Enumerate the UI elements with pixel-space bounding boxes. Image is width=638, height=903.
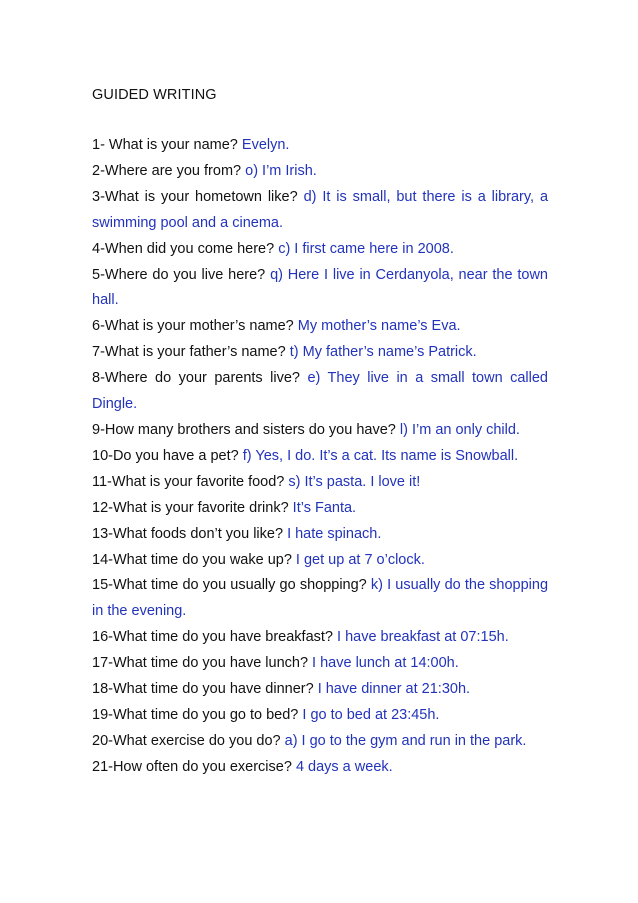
qa-item-17 — [92, 651, 548, 677]
question-text: 5-Where do you live here? — [92, 266, 266, 283]
qa-item-4 — [92, 237, 548, 263]
answer-text: I have breakfast at 07:15h. — [337, 629, 509, 646]
question-text: 14-What time do you wake up? — [92, 551, 292, 568]
qa-item-6 — [92, 314, 548, 340]
qa-item-12 — [92, 496, 548, 522]
answer-text: I hate spinach. — [287, 525, 382, 542]
question-text: 17-What time do you have lunch? — [92, 655, 309, 672]
answer-text: I have lunch at 14:00h. — [312, 655, 459, 672]
answer-text: c) I first came here in 2008. — [278, 240, 454, 257]
answer-text: I get up at 7 o’clock. — [295, 551, 425, 568]
answer-text: Evelyn. — [241, 137, 290, 153]
qa-item-8 — [92, 366, 548, 418]
qa-item-5 — [92, 263, 548, 315]
qa-item-11 — [92, 470, 548, 496]
question-text: 2-Where are you from? — [92, 162, 242, 179]
qa-item-16 — [92, 625, 548, 651]
answer-text: I go to bed at 23:45h. — [302, 706, 440, 723]
qa-item-20 — [92, 729, 548, 755]
qa-item-14 — [92, 548, 548, 574]
qa-item-21 — [92, 755, 548, 781]
question-text: 3-What is your hometown like? — [92, 188, 298, 205]
question-answer-list — [92, 133, 548, 781]
answer-text: o) I’m Irish. — [245, 162, 317, 179]
qa-item-13 — [92, 522, 548, 548]
question-text: 7-What is your father’s name? — [92, 344, 286, 361]
qa-item-9 — [92, 418, 548, 444]
question-text: 10-Do you have a pet? — [92, 447, 239, 464]
answer-text: 4 days a week. — [295, 758, 393, 775]
document-title: GUIDED WRITING — [92, 87, 217, 103]
question-text: 15-What time do you usually go shopping? — [92, 577, 367, 594]
question-text: 19-What time do you go to bed? — [92, 706, 299, 723]
answer-text: I have dinner at 21:30h. — [317, 681, 471, 698]
qa-item-2 — [92, 159, 548, 185]
question-text: 9-How many brothers and sisters do you have? — [92, 421, 396, 438]
question-text: 11-What is your favorite food? — [92, 473, 285, 490]
question-text: 16-What time do you have breakfast? — [92, 629, 333, 646]
question-text: 18-What time do you have dinner? — [92, 681, 314, 698]
answer-text: a) I go to the gym and run in the park. — [284, 732, 527, 749]
question-text: 21-How often do you exercise? — [92, 758, 292, 775]
question-text: 1- What is your name? — [92, 137, 238, 153]
answer-text: f) Yes, I do. It’s a cat. Its name is Snowball. — [242, 447, 519, 464]
question-text: 13-What foods don’t you like? — [92, 525, 284, 542]
answer-text: e) They live in a small town called Dingle. — [92, 370, 548, 413]
qa-item-10 — [92, 444, 548, 470]
answer-text: k) I usually do the shopping in the evening. — [92, 577, 549, 620]
answer-text: q) Here I live in Cerdanyola, near the town hall. — [92, 266, 548, 309]
question-text: 12-What is your favorite drink? — [92, 499, 289, 516]
answer-text: s) It’s pasta. I love it! — [288, 473, 421, 490]
qa-item-15 — [92, 573, 548, 625]
qa-item-7 — [92, 340, 548, 366]
answer-text: It’s Fanta. — [292, 499, 357, 516]
answer-text: My mother’s name’s Eva. — [297, 318, 461, 335]
answer-text: d) It is small, but there is a library, a swimming pool and a cinema. — [92, 188, 549, 231]
question-text: 4-When did you come here? — [92, 240, 275, 257]
qa-item-18 — [92, 677, 548, 703]
answer-text: l) I’m an only child. — [399, 421, 520, 438]
qa-item-3 — [92, 185, 548, 237]
qa-item-1 — [92, 133, 548, 159]
question-text: 8-Where do your parents live? — [92, 370, 300, 387]
answer-text: t) My father’s name’s Patrick. — [289, 344, 477, 361]
question-text: 20-What exercise do you do? — [92, 732, 281, 749]
question-text: 6-What is your mother’s name? — [92, 318, 294, 335]
qa-item-19 — [92, 703, 548, 729]
